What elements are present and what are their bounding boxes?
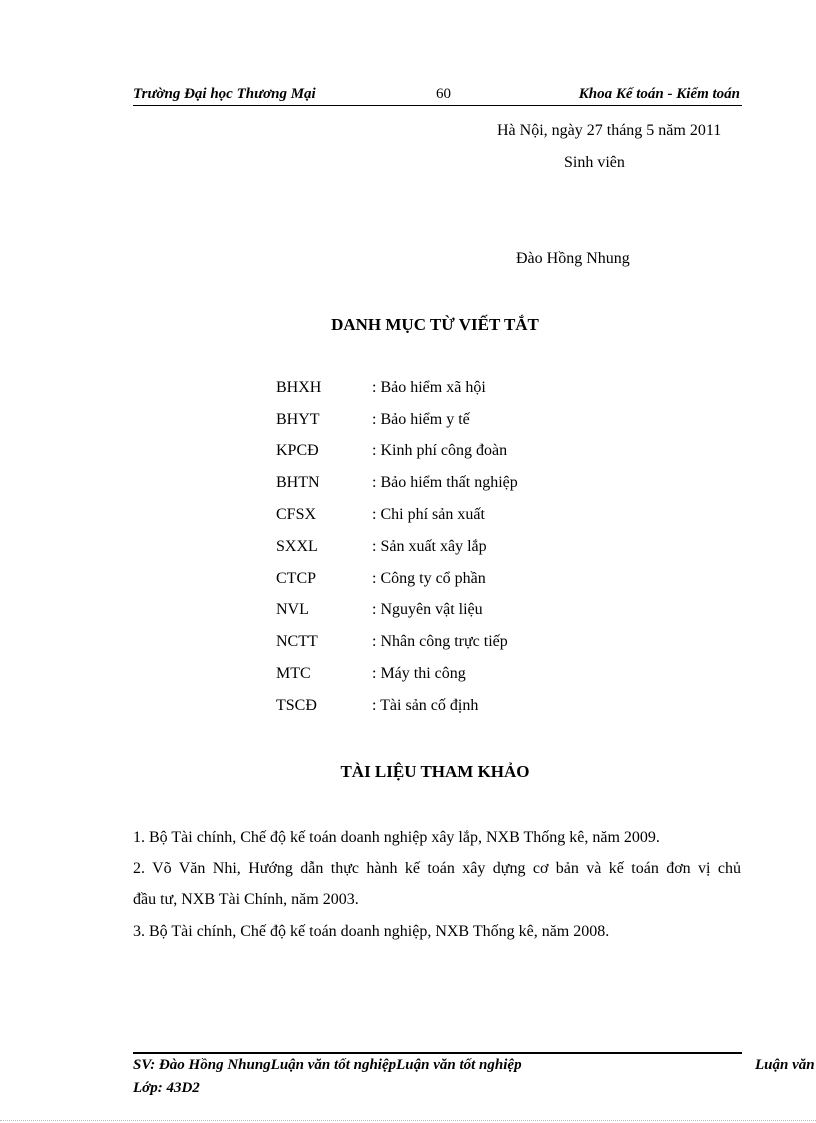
abbreviation-code: NCTT xyxy=(276,633,318,650)
header-faculty: Khoa Kế toán - Kiểm toán xyxy=(578,86,740,102)
page-number: 60 xyxy=(436,86,451,102)
abbreviation-desc: : Nguyên vật liệu xyxy=(372,601,483,618)
abbreviation-code: NVL xyxy=(276,601,309,618)
abbreviation-desc: : Nhân công trực tiếp xyxy=(372,633,508,650)
footer-rule xyxy=(133,1052,742,1054)
header-rule xyxy=(133,105,742,106)
reference-item-2-line-2: đầu tư, NXB Tài Chính, năm 2003. xyxy=(133,891,359,908)
abbreviations-title: DANH MỤC TỪ VIẾT TẮT xyxy=(331,315,539,334)
abbreviation-code: CFSX xyxy=(276,506,317,523)
abbreviation-code: MTC xyxy=(276,665,311,682)
abbreviation-code: BHTN xyxy=(276,474,320,491)
abbreviation-code: BHXH xyxy=(276,379,322,396)
reference-item-2-line-1: 2. Võ Văn Nhi, Hướng dẫn thực hành kế toán xây dựng cơ bản và kế toán đơn vị chủ xyxy=(133,860,741,877)
references-title: TÀI LIỆU THAM KHẢO xyxy=(340,762,530,781)
footer-class: Lớp: 43D2 xyxy=(133,1080,200,1096)
footer-thesis-label: Luận văn xyxy=(755,1057,815,1073)
page-edge xyxy=(0,1120,816,1121)
reference-item-1: 1. Bộ Tài chính, Chế độ kế toán doanh nghiệp xây lắp, NXB Thống kê, năm 2009. xyxy=(133,829,660,846)
reference-item-3: 3. Bộ Tài chính, Chế độ kế toán doanh nghiệp, NXB Thống kê, năm 2008. xyxy=(133,923,610,940)
signature-role: Sinh viên xyxy=(564,154,625,171)
abbreviation-code: SXXL xyxy=(276,538,318,555)
place-date: Hà Nội, ngày 27 tháng 5 năm 2011 xyxy=(497,122,722,139)
abbreviation-desc: : Máy thi công xyxy=(372,665,466,682)
header-school: Trường Đại học Thương Mại xyxy=(133,86,316,102)
abbreviation-desc: : Bảo hiểm y tế xyxy=(372,411,470,428)
abbreviation-desc: : Sản xuất xây lắp xyxy=(372,538,487,555)
abbreviation-code: BHYT xyxy=(276,411,320,428)
abbreviation-desc: : Bảo hiểm thất nghiệp xyxy=(372,474,518,491)
abbreviation-desc: : Tài sản cố định xyxy=(372,697,479,714)
signature-name: Đào Hồng Nhung xyxy=(516,250,630,267)
abbreviation-code: TSCĐ xyxy=(276,697,317,714)
abbreviation-desc: : Kinh phí công đoàn xyxy=(372,442,508,459)
abbreviation-desc: : Chi phí sản xuất xyxy=(372,506,485,523)
abbreviation-desc: : Bảo hiểm xã hội xyxy=(372,379,486,396)
footer-student: SV: Đào Hồng NhungLuận văn tốt nghiệpLuận văn tốt nghiệp xyxy=(133,1057,522,1073)
abbreviation-code: CTCP xyxy=(276,570,317,587)
abbreviation-code: KPCĐ xyxy=(276,442,319,459)
abbreviation-desc: : Công ty cổ phần xyxy=(372,570,486,587)
